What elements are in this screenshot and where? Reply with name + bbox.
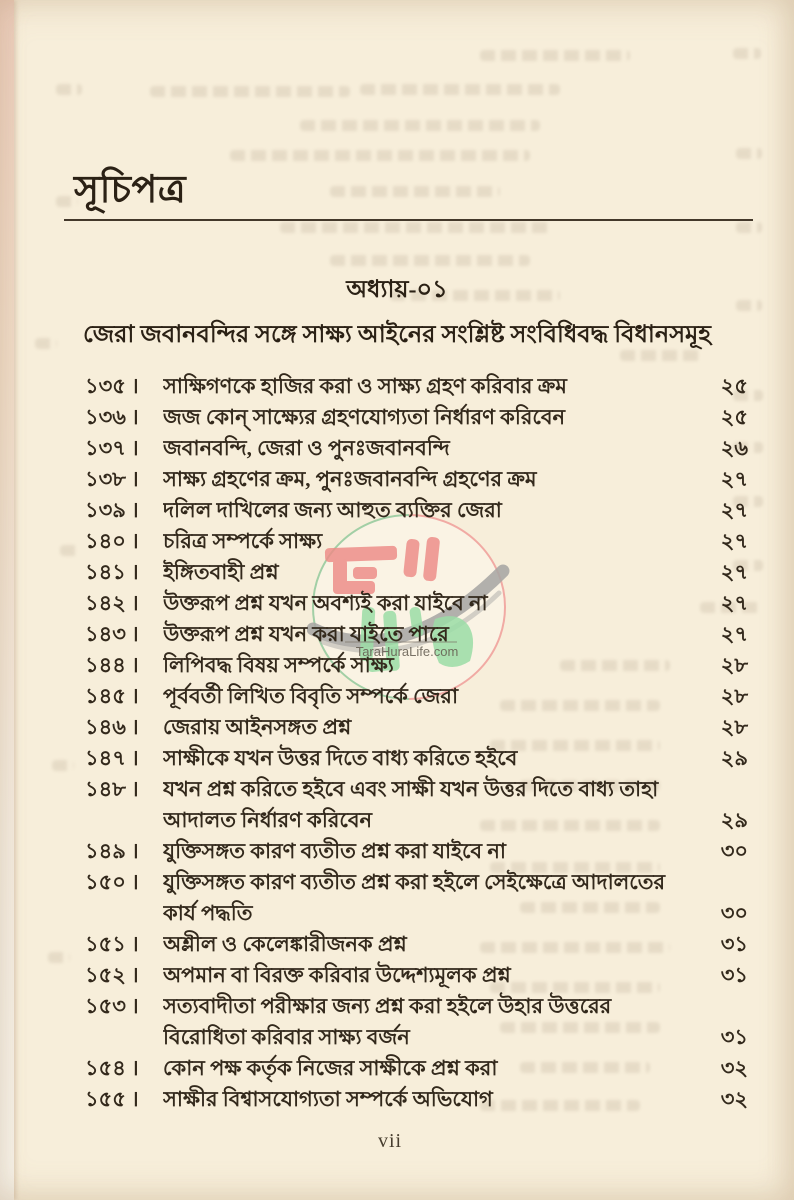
bleed-through-artifact <box>330 255 530 266</box>
toc-row <box>85 526 748 557</box>
item-number: ১৩৯ । <box>85 498 139 522</box>
bleed-through-artifact <box>56 84 82 95</box>
item-title: অপমান বা বিরক্ত করিবার উদ্দেশ্যমূলক প্রশ্ন <box>163 963 511 987</box>
bleed-through-artifact <box>150 86 350 97</box>
item-title: যখন প্রশ্ন করিতে হইবে এবং সাক্ষী যখন উত্তর দিতে বাধ্য তাহা <box>163 777 659 801</box>
chapter-title: জেরা জবানবন্দির সঙ্গে সাক্ষ্য আইনের সংশ্লিষ্ট সংবিধিবদ্ধ বিধানসমূহ <box>83 322 711 348</box>
item-title: আদালত নির্ধারণ করিবেন <box>163 808 373 832</box>
toc-row <box>85 805 748 836</box>
item-page-number: ২৬ <box>720 436 748 460</box>
item-title: বিরোধিতা করিবার সাক্ষ্য বর্জন <box>163 1025 410 1049</box>
toc-row <box>85 402 748 433</box>
toc-row <box>85 991 748 1022</box>
title-rule <box>64 219 753 221</box>
item-number: ১৫৪ । <box>85 1056 139 1080</box>
folio-page-number: vii <box>377 1130 403 1152</box>
item-page-number: ২৫ <box>720 374 748 398</box>
item-title: যুক্তিসঙ্গত কারণ ব্যতীত প্রশ্ন করা যাইবে না <box>163 839 506 863</box>
toc-row <box>85 588 748 619</box>
item-title: ইঙ্গিতবাহী প্রশ্ন <box>163 560 279 584</box>
item-number: ১৩৮ । <box>85 467 139 491</box>
item-page-number: ৩০ <box>720 839 748 863</box>
item-page-number: ২৭ <box>720 591 748 615</box>
item-page-number: ২৯ <box>720 746 748 770</box>
item-title: জেরায় আইনসঙ্গত প্রশ্ন <box>163 715 352 739</box>
toc-row <box>85 495 748 526</box>
item-page-number: ২৭ <box>720 622 748 646</box>
toc-row <box>85 743 748 774</box>
item-title: সাক্ষ্য গ্রহণের ক্রম, পুনঃজবানবন্দি গ্রহণের ক্রম <box>163 467 537 491</box>
item-page-number: ২৭ <box>720 498 748 522</box>
item-number: ১৫৫ । <box>85 1087 139 1111</box>
item-title: পূর্ববর্তী লিখিত বিবৃতি সম্পর্কে জেরা <box>163 684 459 708</box>
bleed-through-artifact <box>60 545 80 556</box>
item-page-number: ২৫ <box>720 405 748 429</box>
toc-row <box>85 1084 748 1115</box>
item-number: ১৪৮ । <box>85 777 139 801</box>
toc-row <box>85 681 748 712</box>
item-title: উক্তরূপ প্রশ্ন যখন করা যাইতে পারে <box>163 622 449 646</box>
item-number: ১৩৫ । <box>85 374 139 398</box>
item-page-number: ৩০ <box>720 901 748 925</box>
toc-row <box>85 867 748 898</box>
item-number: ১৪১ । <box>85 560 139 584</box>
toc-row <box>85 1053 748 1084</box>
toc-row <box>85 371 748 402</box>
chapter-label: অধ্যায়-০১ <box>346 277 448 303</box>
item-page-number: ২৭ <box>720 467 748 491</box>
item-number: ১৪৩ । <box>85 622 139 646</box>
item-title: উক্তরূপ প্রশ্ন যখন অবশ্যই করা যাইবে না <box>163 591 488 615</box>
item-number: ১৫২ । <box>85 963 139 987</box>
item-number: ১৫১ । <box>85 932 139 956</box>
item-page-number: ৩১ <box>720 932 748 956</box>
item-page-number: ২৯ <box>720 808 748 832</box>
item-title: অশ্লীল ও কেলেঙ্কারীজনক প্রশ্ন <box>163 932 407 956</box>
item-number: ১৪০ । <box>85 529 139 553</box>
bleed-through-artifact <box>736 148 762 159</box>
item-number: ১৫০ । <box>85 870 139 894</box>
item-number: ১৩৭ । <box>85 436 139 460</box>
item-title: জবানবন্দি, জেরা ও পুনঃজবানবন্দি <box>163 436 450 460</box>
item-number: ১৪৫ । <box>85 684 139 708</box>
item-page-number: ২৭ <box>720 529 748 553</box>
toc-row <box>85 836 748 867</box>
item-number: ১৪৪ । <box>85 653 139 677</box>
bleed-through-artifact <box>230 150 530 161</box>
item-page-number: ২৮ <box>720 653 748 677</box>
toc-row <box>85 619 748 650</box>
item-page-number: ২৮ <box>720 684 748 708</box>
item-title: লিপিবদ্ধ বিষয় সম্পর্কে সাক্ষ্য <box>163 653 394 677</box>
item-title: কোন পক্ষ কর্তৃক নিজের সাক্ষীকে প্রশ্ন করা <box>163 1056 498 1080</box>
bleed-through-artifact <box>280 222 550 233</box>
item-title: সাক্ষিগণকে হাজির করা ও সাক্ষ্য গ্রহণ করিবার ক্রম <box>163 374 567 398</box>
toc-list <box>85 371 748 1115</box>
bleed-through-artifact <box>300 120 540 131</box>
toc-row <box>85 464 748 495</box>
toc-row <box>85 774 748 805</box>
item-page-number: ৩১ <box>720 963 748 987</box>
item-number: ১৪৭ । <box>85 746 139 770</box>
toc-row <box>85 929 748 960</box>
bleed-through-artifact <box>360 84 560 95</box>
bleed-through-artifact <box>330 186 500 197</box>
item-title: সত্যবাদীতা পরীক্ষার জন্য প্রশ্ন করা হইলে উহার উত্তরের <box>163 994 612 1018</box>
item-number: ১৪২ । <box>85 591 139 615</box>
item-title: যুক্তিসঙ্গত কারণ ব্যতীত প্রশ্ন করা হইলে সেইক্ষেত্রে আদালতের <box>163 870 666 894</box>
toc-row <box>85 433 748 464</box>
item-number: ১৫৩ । <box>85 994 139 1018</box>
toc-row <box>85 557 748 588</box>
bleed-through-artifact <box>733 48 761 59</box>
item-title: চরিত্র সম্পর্কে সাক্ষ্য <box>163 529 323 553</box>
bleed-through-artifact <box>48 952 70 963</box>
toc-row <box>85 650 748 681</box>
item-title: দলিল দাখিলের জন্য আহুত ব্যক্তির জেরা <box>163 498 502 522</box>
chapter-header <box>0 271 794 356</box>
item-page-number: ৩২ <box>720 1056 748 1080</box>
item-page-number: ৩২ <box>720 1087 748 1111</box>
bleed-through-artifact <box>480 50 630 61</box>
bleed-through-artifact <box>52 760 74 771</box>
item-title: জজ কোন্ সাক্ষ্যের গ্রহণযোগ্যতা নির্ধারণ করিবেন <box>163 405 566 429</box>
toc-row <box>85 960 748 991</box>
item-page-number: ৩১ <box>720 1025 748 1049</box>
item-number: ১৪৯ । <box>85 839 139 863</box>
toc-row <box>85 712 748 743</box>
item-number: ১৩৬ । <box>85 405 139 429</box>
item-page-number: ২৮ <box>720 715 748 739</box>
item-title: সাক্ষীকে যখন উত্তর দিতে বাধ্য করিতে হইবে <box>163 746 518 770</box>
item-number: ১৪৬ । <box>85 715 139 739</box>
item-title: কার্য পদ্ধতি <box>163 901 253 925</box>
item-page-number: ২৭ <box>720 560 748 584</box>
watermark-site-text: TaraHuraLife.com <box>355 644 459 659</box>
toc-row <box>85 898 748 929</box>
bleed-through-artifact <box>736 222 762 233</box>
item-title: সাক্ষীর বিশ্বাসযোগ্যতা সম্পর্কে অভিযোগ <box>163 1087 493 1111</box>
page-title: সূচিপত্র <box>74 169 187 211</box>
toc-row <box>85 1022 748 1053</box>
page-left-edge <box>0 0 14 1200</box>
